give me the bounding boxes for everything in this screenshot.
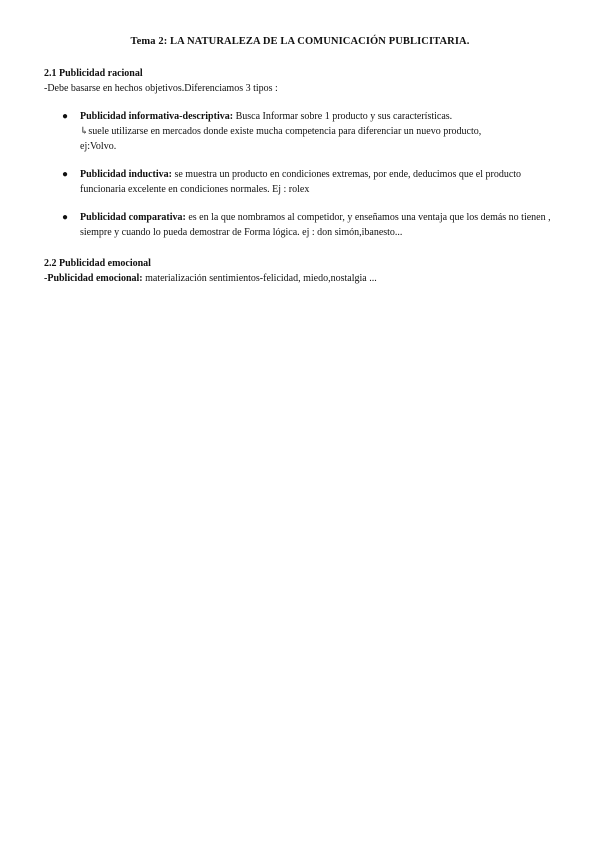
list-item-text: es en la que nombramos al competidor, y enseñamos una ventaja que los demás no tienen , siempre y cuando lo pueda demostrar de Forma lógica. ej : don simón,ibanesto...: [80, 212, 551, 238]
list-item-note: ↳suele utilizarse en mercados donde existe mucha competencia para diferenciar un nuevo producto,: [80, 126, 482, 137]
emotional-text: materialización sentimientos-felicidad, miedo,nostalgia ...: [142, 273, 377, 284]
section-emotional-advertising: [44, 256, 564, 286]
list-item-example: ej:Volvo.: [80, 141, 117, 152]
section-intro: -Debe basarse en hechos objetivos.Diferenciamos 3 tipos :: [44, 83, 278, 94]
section-heading: 2.2 Publicidad emocional: [44, 258, 151, 269]
list-item-term: Publicidad informativa-descriptiva:: [80, 111, 234, 122]
list-item: [62, 167, 560, 197]
section-body: [44, 271, 564, 286]
bullet-icon: ●: [62, 169, 69, 180]
list-item: [62, 109, 560, 154]
list-item-term: Publicidad inductiva:: [80, 169, 172, 180]
bullet-icon: ●: [62, 111, 69, 122]
section-heading: 2.1 Publicidad racional: [44, 68, 143, 79]
bullet-icon: ●: [62, 212, 69, 223]
section-rational-advertising: [44, 66, 564, 96]
list-item-term: Publicidad comparativa:: [80, 212, 186, 223]
emotional-term: -Publicidad emocional:: [44, 273, 143, 284]
list-item-text: Busca Informar sobre 1 producto y sus características.: [233, 111, 453, 122]
page-title: Tema 2: LA NATURALEZA DE LA COMUNICACIÓN PUBLICITARIA.: [130, 36, 470, 47]
list-item: [62, 210, 560, 240]
list-item-text: se muestra un producto en condiciones extremas, por ende, deducimos que el producto funcionaria excelente en condiciones normales. Ej : rolex: [80, 169, 522, 195]
